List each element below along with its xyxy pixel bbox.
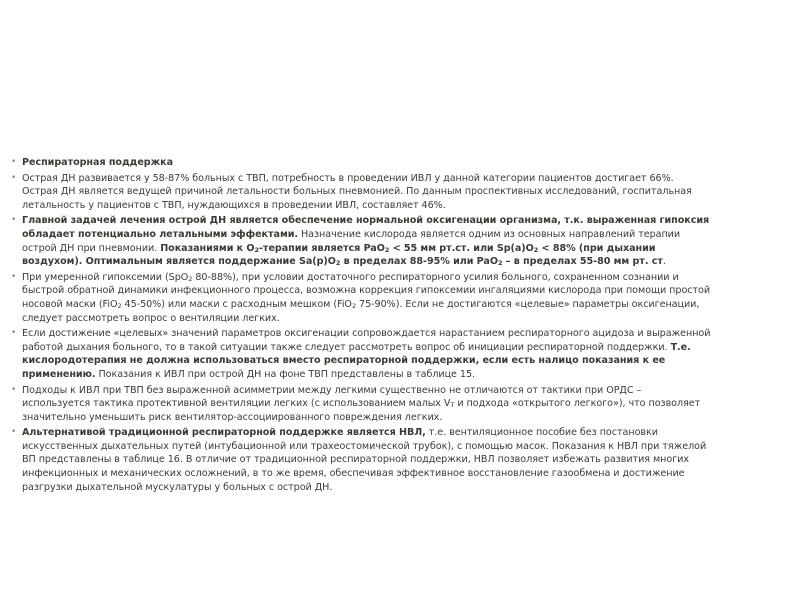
bullet-list [11, 156, 711, 496]
emphasis-text: Т.е. кислородотерапия не должна использоваться вместо респираторной поддержки, если есть налицо показания к ее применению. [22, 341, 691, 380]
paragraph-text: Подходы к ИВЛ при ТВП без выраженной асимметрии между легкими существенно не отличаются от тактики при ОРДС – используется тактика протективной вентиляции легких (с использованием малых $V_T$ и подхода «открытого легкого»), что позволяет значительно уменьшить риск вентилятор-ассоциированного повреждения легких. [22, 384, 701, 423]
emphasis-text: Альтернативой традиционной респираторной поддержке является НВЛ, [22, 427, 426, 439]
paragraph-text: Если достижение «целевых» значений параметров оксигенации сопровождается нарастанием респираторного ацидоза и выраженной работой дыхания больного, то в такой ситуации также следует рассмотреть вопрос об инициации респираторной поддержки. [22, 328, 711, 353]
list-item-incidence [11, 172, 711, 213]
bullet-icon: • [11, 427, 17, 438]
list-item-hypoxemia [11, 271, 711, 325]
paragraph-text: Показания к ИВЛ при острой ДН на фоне ТВП представлены в таблице 15. [95, 368, 476, 380]
emphasis-text: Главной задачей лечения острой ДН является обеспечение нормальной оксигенации организма, т.к. выраженная гипоксия обладает потенциально летальными эффектами. [22, 215, 710, 240]
bullet-icon: • [11, 215, 17, 226]
bullet-icon: • [11, 384, 17, 395]
emphasis-text: Показаниями к $О_2$-терапии является PaO$_2$ < 55 мм рт.ст. или $Sp(a)O_2 < 88\%$ (при дыхании воздухом). Оптимальным является поддержание $Sa(p)O_2$ в пределах 88-95% или PaO$_2$ – в пределах 55-80 мм рт. ст [22, 242, 663, 268]
bullet-icon: • [11, 157, 17, 167]
list-item-ventilation-start [11, 327, 711, 381]
section-heading: Респираторная поддержка [22, 157, 174, 168]
bullet-icon: • [11, 271, 17, 282]
bullet-icon: • [11, 328, 17, 339]
paragraph-text: . [662, 256, 666, 268]
list-item-heading [11, 156, 711, 170]
paragraph-text: Назначение кислорода является одним из основных направлений терапии острой ДН при пневмонии. [22, 228, 681, 254]
paragraph-text: т.е. вентиляционное пособие без постановки искусственных дыхательных путей (интубационной или трахеостомической трубок), с помощью масок. Показания к НВЛ при тяжелой ВП представлены в таблице 16. В отличие от традиционной респираторной поддержки, НВЛ позволяет избежать развития многих инфекционных и механических осложнений, в то же время, обеспечивая эффективное восстановление газообмена и достижение разгрузки дыхательной мускулатуры у больных с острой ДН. [22, 427, 707, 493]
list-item-approaches [11, 384, 711, 425]
list-item-main-task [11, 214, 711, 268]
bullet-icon: • [11, 172, 17, 183]
paragraph-text: Острая ДН развивается у 58-87% больных с ТВП, потребность в проведении ИВЛ у данной категории пациентов достигает 66%. Острая ДН является ведущей причиной летальности больных пневмонией. По данным проспективных исследований, госпитальная летальность у пациентов с ТВП, нуждающихся в проведении ИВЛ, составляет 46%. [22, 172, 692, 211]
list-item-nvl [11, 426, 711, 494]
paragraph-text: При умеренной гипоксемии (SpO$_2$ 80-88%), при условии достаточного респираторного усилия больного, сохраненном сознании и быстрой обратной динамики инфекционного процесса, возможна коррекция гипоксемии ингаляциями кислорода при помощи простой носовой маски (FiO$_2$ 45-50%) или маски с расходным мешком (FiO$_2$ 75-90%). Если не достигаются «целевые» параметры оксигенации, следует рассмотреть вопрос о вентиляции легких. [22, 271, 711, 324]
